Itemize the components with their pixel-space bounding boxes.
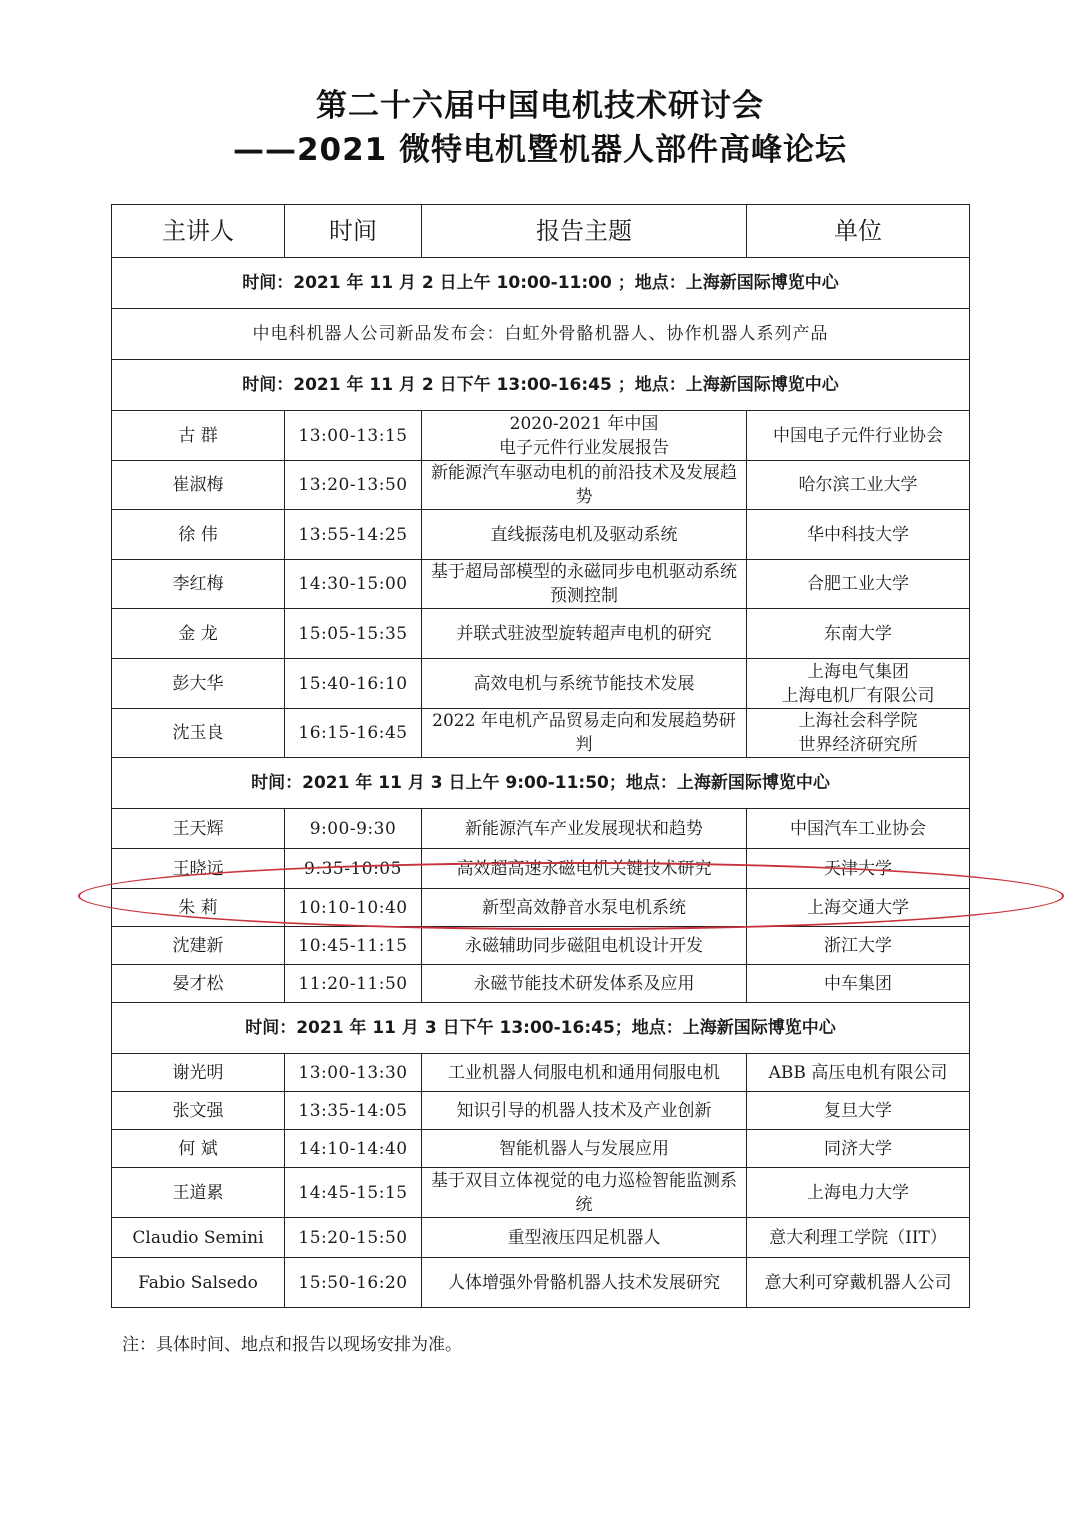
topic-cell: 工业机器人伺服电机和通用伺服电机: [422, 1054, 747, 1092]
column-header-topic: 报告主题: [422, 205, 747, 258]
schedule-table: [111, 204, 970, 1308]
session-note: 中电科机器人公司新品发布会：白虹外骨骼机器人、协作机器人系列产品: [112, 309, 970, 360]
topic-cell: 并联式驻波型旋转超声电机的研究: [422, 609, 747, 659]
table-row: [112, 461, 970, 510]
org-cell: ABB 高压电机有限公司: [747, 1054, 970, 1092]
org-cell: 中国汽车工业协会: [747, 809, 970, 849]
table-row: [112, 560, 970, 609]
table-row: [112, 609, 970, 659]
speaker-cell: 张文强: [112, 1092, 285, 1130]
topic-cell: 直线振荡电机及驱动系统: [422, 510, 747, 560]
column-header-time: 时间: [285, 205, 422, 258]
speaker-cell: 徐 伟: [112, 510, 285, 560]
speaker-cell: 沈建新: [112, 927, 285, 965]
time-cell: 9:35-10:05: [285, 849, 422, 889]
org-cell: 意大利可穿戴机器人公司: [747, 1258, 970, 1308]
speaker-cell: 金 龙: [112, 609, 285, 659]
topic-cell: 新能源汽车驱动电机的前沿技术及发展趋势: [422, 461, 747, 510]
session-header-row: [112, 258, 970, 309]
time-cell: 13:55-14:25: [285, 510, 422, 560]
org-cell: 同济大学: [747, 1130, 970, 1168]
org-cell: 复旦大学: [747, 1092, 970, 1130]
org-cell: 浙江大学: [747, 927, 970, 965]
speaker-cell: 何 斌: [112, 1130, 285, 1168]
org-cell: 哈尔滨工业大学: [747, 461, 970, 510]
speaker-cell: 王晓远: [112, 849, 285, 889]
column-header-org: 单位: [747, 205, 970, 258]
time-cell: 15:20-15:50: [285, 1218, 422, 1258]
time-cell: 13:35-14:05: [285, 1092, 422, 1130]
session-header-row: [112, 360, 970, 411]
topic-cell: 基于超局部模型的永磁同步电机驱动系统预测控制: [422, 560, 747, 609]
table-row: [112, 1218, 970, 1258]
time-cell: 13:00-13:15: [285, 411, 422, 461]
speaker-cell: 古 群: [112, 411, 285, 461]
time-cell: 15:05-15:35: [285, 609, 422, 659]
time-cell: 13:20-13:50: [285, 461, 422, 510]
session-note-row: [112, 309, 970, 360]
topic-cell: 知识引导的机器人技术及产业创新: [422, 1092, 747, 1130]
topic-cell: 高效电机与系统节能技术发展: [422, 659, 747, 709]
topic-cell: 基于双目立体视觉的电力巡检智能监测系统: [422, 1168, 747, 1218]
org-cell: 华中科技大学: [747, 510, 970, 560]
topic-cell: 高效超高速永磁电机关键技术研究: [422, 849, 747, 889]
table-row: [112, 659, 970, 709]
topic-cell: 2022 年电机产品贸易走向和发展趋势研判: [422, 709, 747, 758]
org-cell: 意大利理工学院（IIT）: [747, 1218, 970, 1258]
time-cell: 14:45-15:15: [285, 1168, 422, 1218]
org-cell: 合肥工业大学: [747, 560, 970, 609]
topic-cell: 新能源汽车产业发展现状和趋势: [422, 809, 747, 849]
table-row: [112, 1168, 970, 1218]
org-cell: 中国电子元件行业协会: [747, 411, 970, 461]
table-row: [112, 1092, 970, 1130]
table-row: [112, 1258, 970, 1308]
time-cell: 14:10-14:40: [285, 1130, 422, 1168]
table-row: [112, 510, 970, 560]
org-cell: 中车集团: [747, 965, 970, 1003]
table-row: [112, 965, 970, 1003]
time-cell: 16:15-16:45: [285, 709, 422, 758]
session-header: 时间：2021 年 11 月 3 日上午 9:00-11:50；地点：上海新国际博览中心: [112, 758, 970, 809]
document-title: 第二十六届中国电机技术研讨会: [316, 88, 764, 124]
speaker-cell: 彭大华: [112, 659, 285, 709]
time-cell: 11:20-11:50: [285, 965, 422, 1003]
time-cell: 10:45-11:15: [285, 927, 422, 965]
table-row: [112, 411, 970, 461]
speaker-cell: 李红梅: [112, 560, 285, 609]
table-row: [112, 927, 970, 965]
topic-cell: 重型液压四足机器人: [422, 1218, 747, 1258]
column-header-speaker: 主讲人: [112, 205, 285, 258]
org-cell: 上海交通大学: [747, 889, 970, 927]
table-header-row: [112, 205, 970, 258]
table-row: [112, 809, 970, 849]
speaker-cell: 晏才松: [112, 965, 285, 1003]
topic-cell: 智能机器人与发展应用: [422, 1130, 747, 1168]
topic-cell: 人体增强外骨骼机器人技术发展研究: [422, 1258, 747, 1308]
org-cell: 上海电气集团 上海电机厂有限公司: [747, 659, 970, 709]
org-cell: 上海电力大学: [747, 1168, 970, 1218]
session-header: 时间：2021 年 11 月 2 日上午 10:00-11:00 ；地点：上海新国际博览中心: [112, 258, 970, 309]
time-cell: 9:00-9:30: [285, 809, 422, 849]
table-row: [112, 709, 970, 758]
table-row: [112, 1054, 970, 1092]
session-header-row: [112, 1003, 970, 1054]
table-row: [112, 1130, 970, 1168]
time-cell: 15:40-16:10: [285, 659, 422, 709]
topic-cell: 新型高效静音水泵电机系统: [422, 889, 747, 927]
speaker-cell: Claudio Semini: [112, 1218, 285, 1258]
org-cell: 东南大学: [747, 609, 970, 659]
session-header-row: [112, 758, 970, 809]
document-subtitle: ——2021 微特电机暨机器人部件高峰论坛: [232, 132, 848, 168]
table-row: [112, 849, 970, 889]
org-cell: 上海社会科学院 世界经济研究所: [747, 709, 970, 758]
time-cell: 10:10-10:40: [285, 889, 422, 927]
speaker-cell: 沈玉良: [112, 709, 285, 758]
speaker-cell: 王道累: [112, 1168, 285, 1218]
speaker-cell: 谢光明: [112, 1054, 285, 1092]
topic-cell: 2020-2021 年中国 电子元件行业发展报告: [422, 411, 747, 461]
time-cell: 13:00-13:30: [285, 1054, 422, 1092]
speaker-cell: Fabio Salsedo: [112, 1258, 285, 1308]
org-cell: 天津大学: [747, 849, 970, 889]
speaker-cell: 朱 莉: [112, 889, 285, 927]
session-header: 时间：2021 年 11 月 2 日下午 13:00-16:45 ；地点：上海新国际博览中心: [112, 360, 970, 411]
speaker-cell: 王天辉: [112, 809, 285, 849]
time-cell: 14:30-15:00: [285, 560, 422, 609]
speaker-cell: 崔淑梅: [112, 461, 285, 510]
time-cell: 15:50-16:20: [285, 1258, 422, 1308]
topic-cell: 永磁辅助同步磁阻电机设计开发: [422, 927, 747, 965]
topic-cell: 永磁节能技术研发体系及应用: [422, 965, 747, 1003]
footnote: 注：具体时间、地点和报告以现场安排为准。: [122, 1335, 462, 1355]
table-row: [112, 889, 970, 927]
session-header: 时间：2021 年 11 月 3 日下午 13:00-16:45；地点：上海新国际博览中心: [112, 1003, 970, 1054]
